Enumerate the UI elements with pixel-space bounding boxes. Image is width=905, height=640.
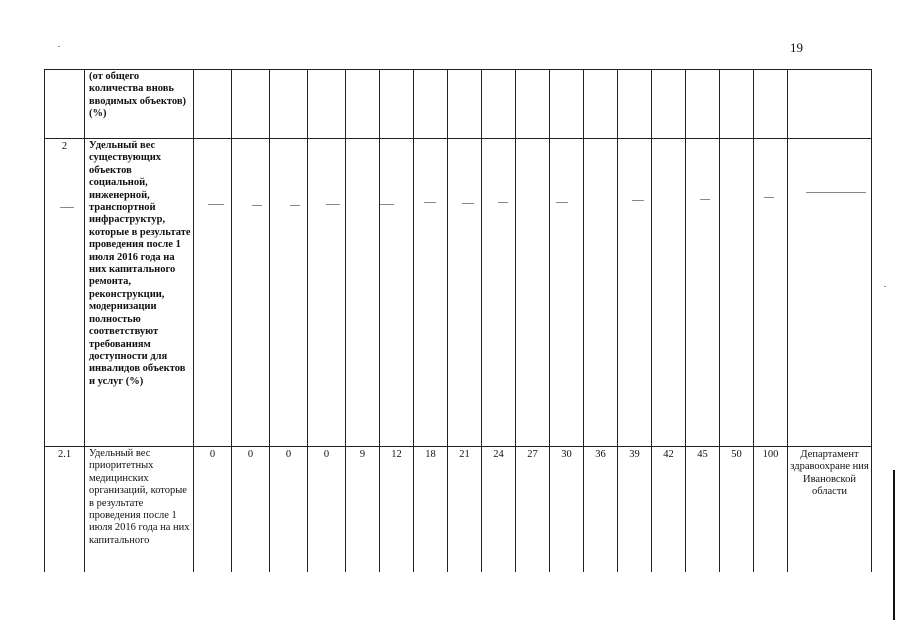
value-cell [686,70,720,139]
scan-dash [326,204,340,205]
value-cell [686,139,720,447]
page-number: 19 [790,40,803,55]
scan-dash [208,204,224,205]
value-cell: 0 [194,447,232,573]
value-cell [482,139,516,447]
value-cell [618,139,652,447]
value-cell: 100 [754,447,788,573]
value-cell: 0 [308,447,346,573]
scan-dash [700,199,710,200]
value-cell [346,70,380,139]
scan-dash [60,207,74,208]
scan-dash [252,205,262,206]
value-cell [652,70,686,139]
row-index [45,70,85,139]
scan-dash [380,204,394,205]
scan-speck [884,286,886,287]
scan-dash [632,200,644,201]
value-cell [380,139,414,447]
value-cell [516,139,550,447]
scan-dash [498,202,508,203]
row-description: Удельный вес приоритетных медицинских организаций, которые в результате проведения после 1 июля 2016 года на них капитального [85,447,194,573]
value-cell [482,70,516,139]
value-cell [232,70,270,139]
value-cell: 45 [686,447,720,573]
value-cell: 50 [720,447,754,573]
value-cell [584,139,618,447]
value-cell [414,139,448,447]
indicator-table [44,69,872,572]
value-cell: 18 [414,447,448,573]
value-cell [652,139,686,447]
value-cell [720,139,754,447]
value-cell [194,70,232,139]
department-cell [788,139,872,447]
row-description: Удельный вес существующих объектов социальной, инженерной, транспортной инфраструктур, которые в результате проведения после 1 июля 2016 года на них капитального ремонта, реконструкции, модернизации полностью соответствуют требованиям доступности для инвалидов объектов и услуг (%) [85,139,194,447]
scan-dash [806,192,866,193]
value-cell: 21 [448,447,482,573]
value-cell: 9 [346,447,380,573]
value-cell [270,139,308,447]
scan-edge-mark [893,470,895,620]
value-cell [754,139,788,447]
value-cell [270,70,308,139]
value-cell [448,70,482,139]
value-cell [308,139,346,447]
row-index: 2.1 [45,447,85,573]
value-cell [346,139,380,447]
scan-dash [462,203,474,204]
value-cell: 27 [516,447,550,573]
department-cell [788,70,872,139]
scan-dash [424,202,436,203]
value-cell [720,70,754,139]
department-cell: Департамент здравоохране ния Ивановской области [788,447,872,573]
value-cell [754,70,788,139]
row-description: (от общего количества вновь вводимых объектов) (%) [85,70,194,139]
value-cell [584,70,618,139]
value-cell: 0 [232,447,270,573]
value-cell [308,70,346,139]
scan-speck [58,46,60,47]
value-cell [380,70,414,139]
value-cell [550,139,584,447]
table-row [45,139,872,447]
value-cell: 36 [584,447,618,573]
value-cell [550,70,584,139]
value-cell [618,70,652,139]
value-cell: 24 [482,447,516,573]
scan-dash [290,205,300,206]
value-cell [516,70,550,139]
value-cell: 12 [380,447,414,573]
value-cell: 0 [270,447,308,573]
indicator-table-container [44,69,872,572]
table-row [45,70,872,139]
scan-dash [556,202,568,203]
value-cell: 30 [550,447,584,573]
value-cell: 39 [618,447,652,573]
value-cell [232,139,270,447]
value-cell [194,139,232,447]
value-cell: 42 [652,447,686,573]
table-row [45,447,872,573]
value-cell [414,70,448,139]
row-index: 2 [45,139,85,447]
value-cell [448,139,482,447]
scan-dash [764,197,774,198]
